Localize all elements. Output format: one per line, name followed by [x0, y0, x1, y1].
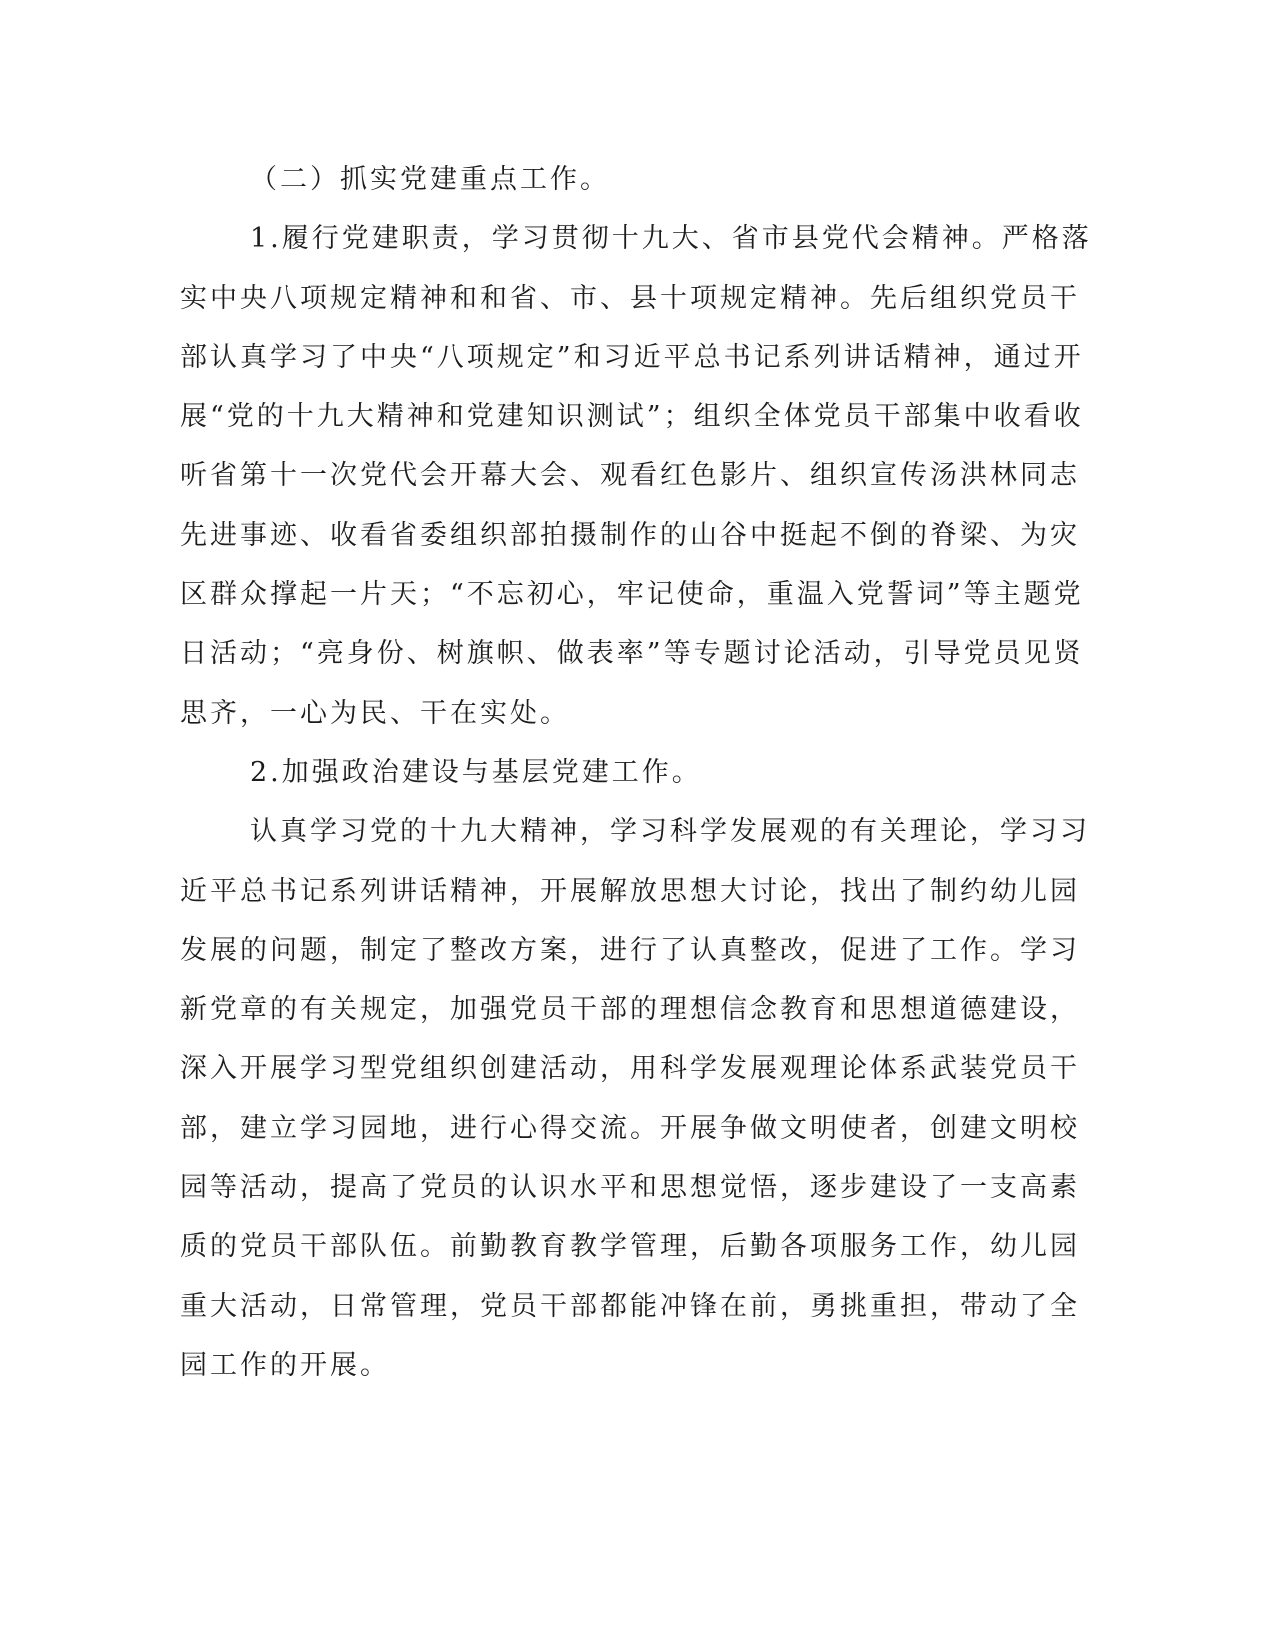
subsection-title: 2.加强政治建设与基层党建工作。	[250, 756, 702, 788]
paragraph-line: 思齐，一心为民、干在实处。	[180, 697, 570, 729]
section-heading: （二）抓实党建重点工作。	[250, 164, 610, 195]
document-body	[180, 150, 1092, 1395]
paragraph-line: 发展的问题，制定了整改方案，进行了认真整改，促进了工作。学习	[180, 934, 1080, 966]
paragraph-line: 园等活动，提高了党员的认识水平和思想觉悟，逐步建设了一支高素	[180, 1172, 1080, 1204]
paragraph-line: 新党章的有关规定，加强党员干部的理想信念教育和思想道德建设，	[180, 994, 1080, 1026]
paragraph-line: 园工作的开展。	[180, 1349, 390, 1381]
paragraph-1	[180, 209, 1092, 743]
paragraph-line: 重大活动，日常管理，党员干部都能冲锋在前，勇挑重担，带动了全	[180, 1290, 1080, 1322]
paragraph-line: 日活动；“亮身份、树旗帜、做表率”等专题讨论活动，引导党员见贤	[180, 638, 1084, 670]
paragraph-line: 实中央八项规定精神和和省、市、县十项规定精神。先后组织党员干	[180, 282, 1080, 314]
paragraph-line: 部认真学习了中央“八项规定”和习近平总书记系列讲话精神，通过开	[180, 341, 1084, 373]
paragraph-line: 听省第十一次党代会开幕大会、观看红色影片、组织宣传汤洪林同志	[180, 460, 1080, 492]
paragraph-line: 1.履行党建职责，学习贯彻十九大、省市县党代会精神。严格落	[250, 223, 1092, 255]
paragraph-line: 认真学习党的十九大精神，学习科学发展观的有关理论，学习习	[250, 816, 1090, 848]
paragraph-line: 部，建立学习园地，进行心得交流。开展争做文明使者，创建文明校	[180, 1112, 1080, 1144]
paragraph-line: 展“党的十九大精神和党建知识测试”；组织全体党员干部集中收看收	[180, 401, 1084, 433]
paragraph-2	[180, 802, 1090, 1395]
paragraph-line: 深入开展学习型党组织创建活动，用科学发展观理论体系武装党员干	[180, 1053, 1080, 1085]
paragraph-line: 质的党员干部队伍。前勤教育教学管理，后勤各项服务工作，幼儿园	[180, 1231, 1080, 1263]
paragraph-line: 区群众撑起一片天；“不忘初心，牢记使命，重温入党誓词”等主题党	[180, 579, 1084, 611]
paragraph-line: 先进事迹、收看省委组织部拍摄制作的山谷中挺起不倒的脊梁、为灾	[180, 519, 1080, 551]
paragraph-line: 近平总书记系列讲话精神，开展解放思想大讨论，找出了制约幼儿园	[180, 875, 1080, 907]
